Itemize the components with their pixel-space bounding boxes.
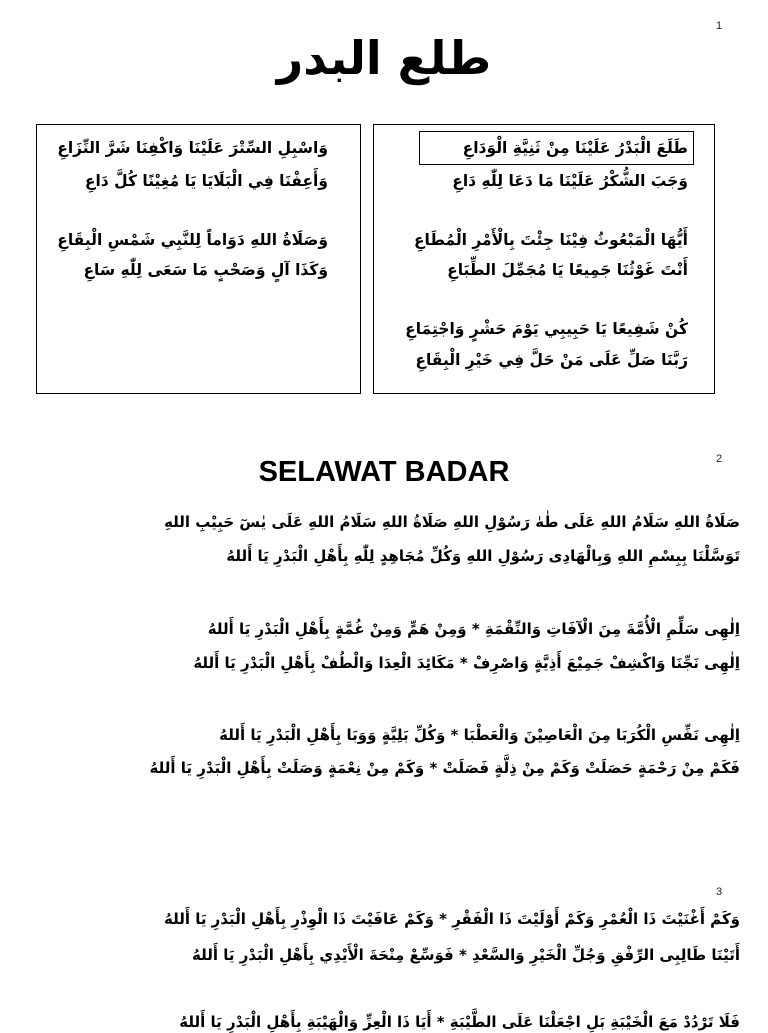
verse-line: طَلَعَ الْبَدْرُ عَلَيْنَا مِنْ ثَنِيَّةِ الْوَدَاعِ	[462, 139, 688, 157]
selawat-line: تَوَسَّلْنَا بِبِسْمِ اللهِ وَبِالْهَادِى رَسُوْلِ اللهِ وَكُلِّ مُجَاهِدٍ لِلّٰهِ بِأَهْلِ الْبَدْرِ يَا أَللهُ	[226, 547, 740, 565]
selawat-line: صَلَاةُ اللهِ سَلَامُ اللهِ عَلَى طٰهٰ رَسُوْلِ اللهِ صَلَاةُ اللهِ سَلَامُ اللهِ عَلَى يٰسٓ حَبِيْبِ اللهِ	[164, 513, 740, 531]
selawat-line: اِلٰهِى سَلِّمِ الْأُمَّةَ مِنَ الْآفَاتِ وَالنِّقْمَةِ * وَمِنْ هَمٍّ وَمِنْ غُمَّةٍ بِأَهْلِ الْبَدْرِ يَا أَللهُ	[207, 620, 740, 638]
page-number-2: 2	[716, 453, 723, 465]
verse-line: وَأَعِفْنَا فِي الْبَلَايَا يَا مُغِيْنًا كُلَّ دَاعِ	[84, 172, 328, 190]
verse-line: أَنْتَ غَوْثُنَا جَمِيعًا يَا مُجَمِّلَ الطِّبَاعِ	[447, 261, 688, 279]
selawat-line: أَتَيْنَا طَالِبِى الرِّفْقِ وَجُلِّ الْخَيْرِ وَالسَّعْدِ * فَوَسِّعْ مِنْحَةَ الْأَيْدِي بِأَهْلِ الْبَدْرِ يَا أَللهُ	[192, 946, 740, 964]
selawat-line: اِلٰهِى نَجِّنَا وَاكْشِفْ جَمِيْعَ أَذِيَّةٍ وَاصْرِفْ * مَكَائِدَ الْعِدَا وَالْطُفْ بِأَهْلِ الْبَدْرِ يَا أَللهُ	[193, 654, 740, 672]
verse-line: وَكَذَا آلٍ وَصَحْبٍ مَا سَعَى لِلّٰهِ سَاعِ	[83, 261, 328, 279]
verse-line: وَجَبَ الشُّكْرُ عَلَيْنَا مَا دَعَا لِلّٰهِ دَاعِ	[452, 172, 688, 190]
verse-line: وَاسْبِلِ السِّتْرَ عَلَيْنَا وَاكْفِنَا شَرَّ النِّزَاعِ	[57, 139, 328, 157]
page-number-3: 3	[716, 886, 723, 898]
verse-line: كُنْ شَفِيعًا يَا حَبِيبِي يَوْمَ حَشْرٍ وَاجْتِمَاعِ	[405, 320, 688, 338]
section-title-selawat-badar: SELAWAT BADAR	[258, 456, 510, 488]
selawat-line: فَلَا تَرْدُدْ مَعَ الْخَيْبَةِ بَلِ اجْعَلْنَا عَلَى الطَّيْبَةِ * أَيَا ذَا الْعِزِّ وَالْهَيْبَةِ بِأَهْلِ الْبَدْرِ يَا أَللهُ	[179, 1013, 740, 1031]
page-title-arabic: طلع البدر	[276, 31, 492, 85]
selawat-line: فَكَمْ مِنْ رَحْمَةٍ حَصَلَتْ وَكَمْ مِنْ ذِلَّةٍ فَصَلَتْ * وَكَمْ مِنْ نِعْمَةٍ وَصَلَتْ بِأَهْلِ الْبَدْرِ يَا أَللهُ	[149, 759, 740, 777]
page-number-1: 1	[716, 20, 723, 32]
verse-line: أَيُّهَا الْمَبْعُوثُ فِيْنَا جِئْتَ بِالْأَمْرِ الْمُطَاعِ	[413, 231, 688, 249]
verse-line: وَصَلَاةُ اللهِ دَوَاماً لِلنَّبِي شَمْسِ الْبِقَاعِ	[57, 231, 328, 249]
selawat-line: وَكَمْ أَغْنَيْتَ ذَا الْعُمْرِ وَكَمْ أَوْلَيْتَ ذَا الْفَقْرِ * وَكَمْ عَافَيْتَ ذَا الْوِذْرِ بِأَهْلِ الْبَدْرِ يَا أَللهُ	[163, 910, 740, 928]
verse-line: رَبَّنَا صَلِّ عَلَى مَنْ حَلَّ فِي خَيْرِ الْبِقَاعِ	[415, 351, 688, 369]
selawat-line: اِلٰهِى نَفِّسِ الْكُرَبَا مِنَ الْعَاصِيْنَ وَالْعَطْبَا * وَكُلِّ بَلِيَّةٍ وَوَبَا بِأَهْلِ الْبَدْرِ يَا أَللهُ	[219, 726, 740, 744]
